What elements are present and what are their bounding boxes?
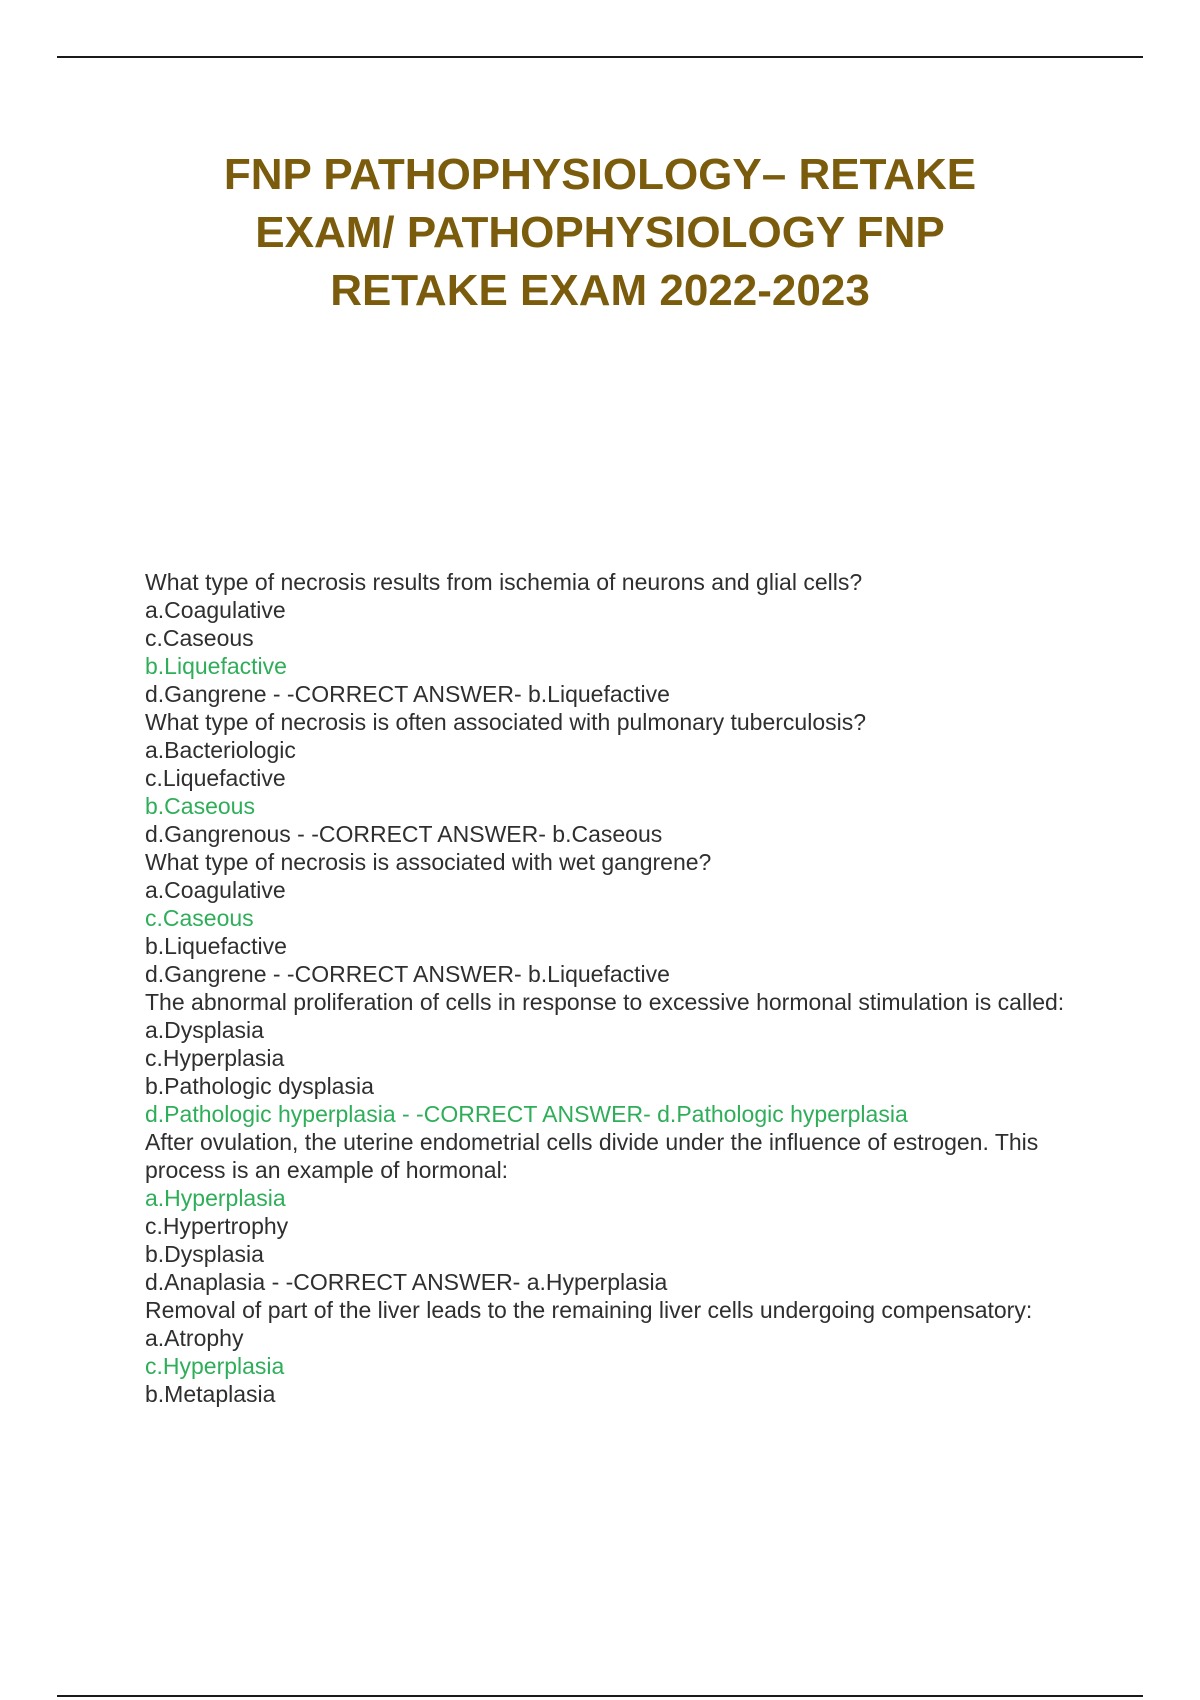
text-line: Removal of part of the liver leads to the remaining liver cells undergoing compensatory: — [145, 1297, 1033, 1323]
text-line: After ovulation, the uterine endometrial cells divide under the influence of estrogen. This process is an example of hormonal: — [145, 1129, 1045, 1183]
text-line: c.Caseous — [145, 625, 254, 651]
text-line: a.Coagulative — [145, 597, 286, 623]
text-line: What type of necrosis results from ischemia of neurons and glial cells? — [145, 569, 863, 595]
title-line: EXAM/ PATHOPHYSIOLOGY FNP — [255, 208, 945, 257]
text-line: b.Metaplasia — [145, 1381, 276, 1407]
question-answer-body — [145, 568, 1105, 1408]
highlighted-answer-line: b.Liquefactive — [145, 653, 287, 679]
text-line: b.Dysplasia — [145, 1241, 264, 1267]
highlighted-answer-line: c.Caseous — [145, 905, 254, 931]
title-line: RETAKE EXAM 2022-2023 — [330, 266, 870, 315]
text-line: d.Gangrene - -CORRECT ANSWER- b.Liquefactive — [145, 961, 670, 987]
text-line: b.Liquefactive — [145, 933, 287, 959]
text-line: b.Pathologic dysplasia — [145, 1073, 374, 1099]
text-line: a.Atrophy — [145, 1325, 244, 1351]
text-line: What type of necrosis is associated with wet gangrene? — [145, 849, 712, 875]
top-divider — [57, 56, 1143, 58]
text-line: The abnormal proliferation of cells in response to excessive hormonal stimulation is called: — [145, 989, 1065, 1015]
title-line: FNP PATHOPHYSIOLOGY– RETAKE — [223, 150, 977, 199]
text-line: c.Hypertrophy — [145, 1213, 289, 1239]
text-line: a.Coagulative — [145, 877, 286, 903]
text-line: c.Liquefactive — [145, 765, 286, 791]
bottom-divider — [57, 1695, 1143, 1697]
text-line: a.Dysplasia — [145, 1017, 264, 1043]
text-line: a.Bacteriologic — [145, 737, 296, 763]
text-line: c.Hyperplasia — [145, 1045, 285, 1071]
text-line: d.Gangrenous - -CORRECT ANSWER- b.Caseous — [145, 821, 663, 847]
highlighted-answer-line: b.Caseous — [145, 793, 255, 819]
highlighted-answer-line: c.Hyperplasia — [145, 1353, 285, 1379]
text-line: d.Anaplasia - -CORRECT ANSWER- a.Hyperplasia — [145, 1269, 668, 1295]
document-title — [100, 146, 1100, 320]
text-line: What type of necrosis is often associated with pulmonary tuberculosis? — [145, 709, 867, 735]
highlighted-answer-line: d.Pathologic hyperplasia - -CORRECT ANSWER- d.Pathologic hyperplasia — [145, 1101, 908, 1127]
highlighted-answer-line: a.Hyperplasia — [145, 1185, 286, 1211]
text-line: d.Gangrene - -CORRECT ANSWER- b.Liquefactive — [145, 681, 670, 707]
